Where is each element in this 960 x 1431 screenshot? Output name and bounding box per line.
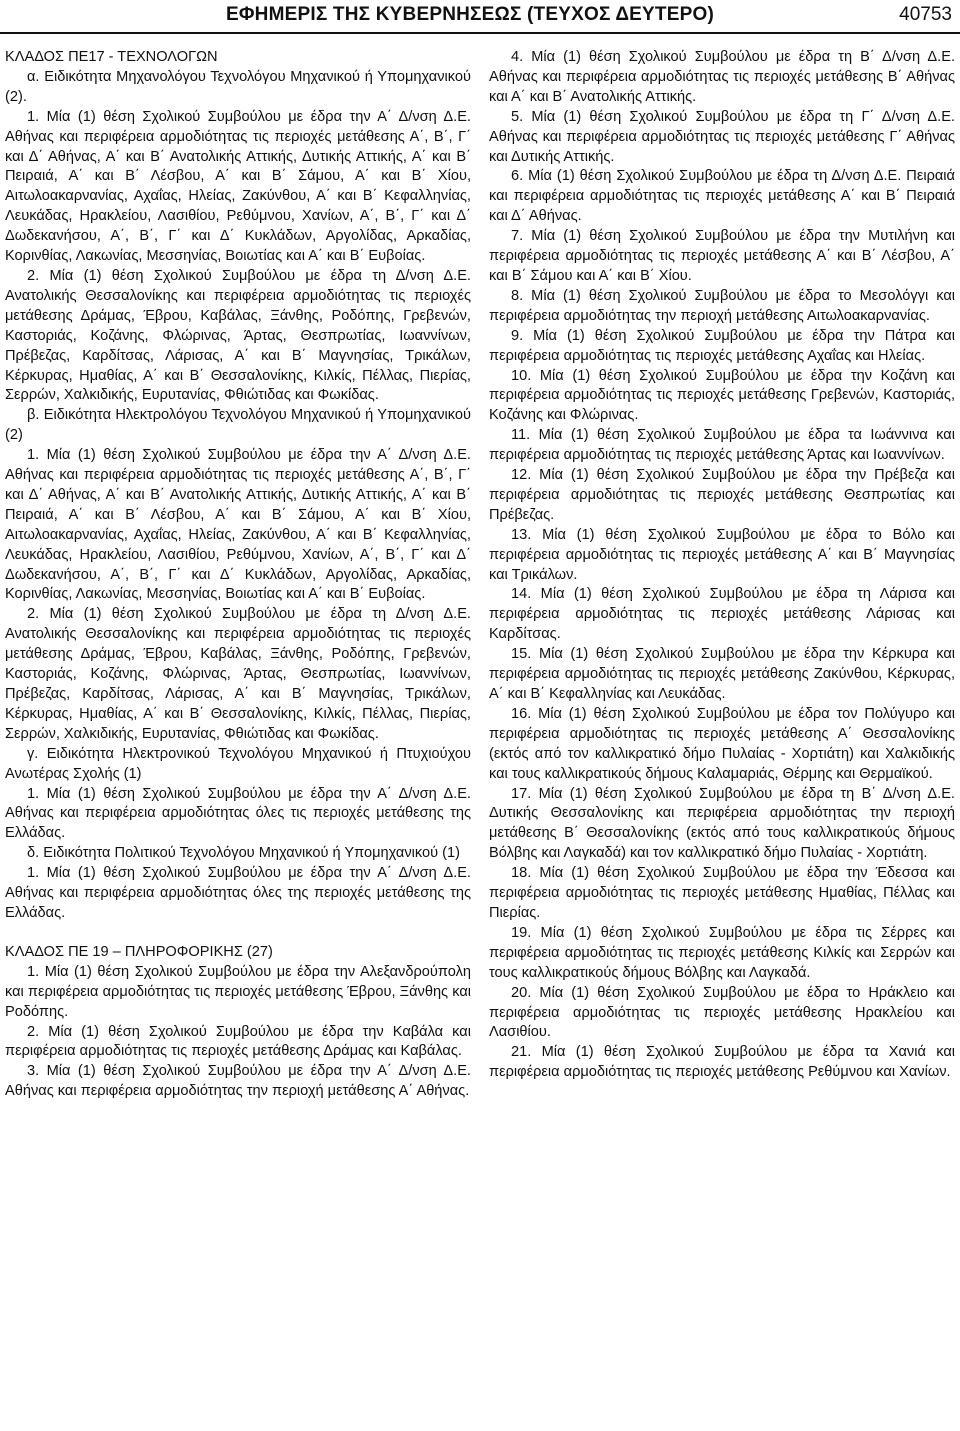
paragraph: 9. Μία (1) θέση Σχολικού Συμβούλου με έδρα την Πάτρα και περιφέρεια αρμοδιότητας τις περιοχές μετάθεσης Αχαΐας και Ηλείας. bbox=[489, 327, 955, 364]
page-header bbox=[0, 0, 960, 36]
page-number: 40753 bbox=[899, 4, 952, 25]
paragraph: 20. Μία (1) θέση Σχολικού Συμβούλου με έδρα το Ηράκλειο και περιφέρεια αρμοδιότητας τις περιοχές μετάθεσης Ηρακλείου και Λασιθίου. bbox=[489, 984, 955, 1041]
paragraph: 11. Μία (1) θέση Σχολικού Συμβούλου με έδρα τα Ιωάννινα και περιφέρεια αρμοδιότητας τις περιοχές μετάθεσης Άρτας και Ιωαννίνων. bbox=[489, 427, 955, 464]
paragraph: 8. Μία (1) θέση Σχολικού Συμβούλου με έδρα το Μεσολόγγι και περιφέρεια αρμοδιότητας την περιοχή μετάθεσης Αιτωλοακαρνανίας. bbox=[489, 287, 955, 324]
section-heading-pe19: ΚΛΑΔΟΣ ΠΕ 19 – ΠΛΗΡΟΦΟΡΙΚΗΣ (27) bbox=[5, 943, 273, 960]
paragraph: 6. Μία (1) θέση Σχολικού Συμβούλου με έδρα τη Δ/νση Δ.Ε. Πειραιά και περιφέρεια αρμοδιότητας τις περιοχές μετάθεσης Α΄ και Β΄ Πειραιά και Δ΄ Αθήνας. bbox=[489, 168, 955, 225]
specialty-c-heading: γ. Ειδικότητα Ηλεκτρονικού Τεχνολόγου Μηχανικού ή Πτυχιούχου Ανωτέρας Σχολής (1) bbox=[5, 745, 471, 782]
specialty-d-heading: δ. Ειδικότητα Πολιτικού Τεχνολόγου Μηχανικού ή Υπομηχανικού (1) bbox=[27, 845, 461, 862]
paragraph: 13. Μία (1) θέση Σχολικού Συμβούλου με έδρα το Βόλο και περιφέρεια αρμοδιότητας τις περιοχές μετάθεσης Α΄ και Β΄ Μαγνησίας και Τρικάλων. bbox=[489, 526, 955, 583]
paragraph: 14. Μία (1) θέση Σχολικού Συμβούλου με έδρα τη Λάρισα και περιφέρεια αρμοδιότητας τις περιοχές μετάθεσης Λάρισας και Καρδίτσας. bbox=[489, 586, 955, 643]
paragraph: 3. Μία (1) θέση Σχολικού Συμβούλου με έδρα την Α΄ Δ/νση Δ.Ε. Αθήνας και περιφέρεια αρμοδιότητας την περιοχή μετάθεσης Α΄ Αθήνας. bbox=[5, 1063, 471, 1100]
specialty-a-heading: α. Ειδικότητα Μηχανολόγου Τεχνολόγου Μηχανικού ή Υπομηχανικού (2). bbox=[5, 68, 471, 105]
paragraph: 1. Μία (1) θέση Σχολικού Συμβούλου με έδρα την Α΄ Δ/νση Δ.Ε. Αθήνας και περιφέρεια αρμοδιότητας τις περιοχές μετάθεσης Α΄, Β΄, Γ΄ και Δ΄ Αθήνας, Α΄ και Β΄ Ανατολικής Αττικής, Δυτικής Αττικής, Α΄ και Β΄ Πειραιά, Α΄ και Β΄ Λέσβου, Α΄ και Β΄ Σάμου, Α΄ και Β΄ Χίου, Αιτωλοακαρνανίας, Αχαΐας, Ηλείας, Ζακύνθου, Α΄ και Β΄ Κεφαλληνίας, Λευκάδας, Ηρακλείου, Λασιθίου, Ρεθύμνου, Χανίων, Α΄, Β΄, Γ΄ και Δ΄ Δωδεκανήσου, Α΄, Β΄, Γ΄ και Δ΄ Κυκλάδων, Αργολίδας, Αρκαδίας, Κορινθίας, Λακωνίας, Μεσσηνίας, Βοιωτίας και Α΄ και Β΄ Ευβοίας. bbox=[5, 447, 471, 603]
paragraph: 15. Μία (1) θέση Σχολικού Συμβούλου με έδρα την Κέρκυρα και περιφέρεια αρμοδιότητας τις περιοχές μετάθεσης Ζακύνθου, Κέρκυρας, Α΄ και Β΄ Κεφαλληνίας και Λευκάδας. bbox=[489, 646, 955, 702]
right-column bbox=[489, 48, 955, 1083]
left-column bbox=[5, 48, 471, 1102]
paragraph: 7. Μία (1) θέση Σχολικού Συμβούλου με έδρα την Μυτιλήνη και περιφέρεια αρμοδιότητας τις περιοχές μετάθεσης Α΄ και Β΄ Λέσβου, Α΄ και Β΄ Σάμου και Α΄ και Β΄ Χίου. bbox=[489, 228, 955, 284]
paragraph: 2. Μία (1) θέση Σχολικού Συμβούλου με έδρα τη Δ/νση Δ.Ε. Ανατολικής Θεσσαλονίκης και περιφέρεια αρμοδιότητας τις περιοχές μετάθεσης Δράμας, Έβρου, Καβάλας, Ξάνθης, Ροδόπης, Γρεβενών, Καστοριάς, Κοζάνης, Φλώρινας, Άρτας, Θεσπρωτίας, Ιωαννίνων, Πρέβεζας, Καρδίτσας, Λάρισας, Α΄ και Β΄ Μαγνησίας, Τρικάλων, Κέρκυρας, Ημαθίας, Α΄ και Β΄ Θεσσαλονίκης, Κιλκίς, Πέλλας, Πιερίας, Σερρών, Χαλκιδικής, Ευρυτανίας, Φθιώτιδας και Φωκίδας. bbox=[5, 606, 471, 742]
paragraph: 1. Μία (1) θέση Σχολικού Συμβούλου με έδρα την Α΄ Δ/νση Δ.Ε. Αθήνας και περιφέρεια αρμοδιότητας όλες της περιοχές μετάθεσης της Ελλάδας. bbox=[5, 865, 471, 921]
paragraph: 19. Μία (1) θέση Σχολικού Συμβούλου με έδρα τις Σέρρες και περιφέρεια αρμοδιότητας τις περιοχές μετάθεσης Κιλκίς και Σερρών και τους καλλικρατικούς δήμους Βόλβης και Λαγκαδά. bbox=[489, 924, 955, 981]
specialty-b-heading: β. Ειδικότητα Ηλεκτρολόγου Τεχνολόγου Μηχανικού ή Υπομηχανικού (2) bbox=[5, 407, 471, 444]
paragraph: 21. Μία (1) θέση Σχολικού Συμβούλου με έδρα τα Χανιά και περιφέρεια αρμοδιότητας τις περιοχές μετάθεσης Ρεθύμνου και Χανίων. bbox=[489, 1044, 955, 1081]
paragraph: 12. Μία (1) θέση Σχολικού Συμβούλου με έδρα την Πρέβεζα και περιφέρεια αρμοδιότητας τις περιοχές μετάθεσης Θεσπρωτίας και Πρέβεζας. bbox=[489, 467, 955, 523]
paragraph: 1. Μία (1) θέση Σχολικού Συμβούλου με έδρα την Αλεξανδρούπολη και περιφέρεια αρμοδιότητας τις περιοχές μετάθεσης Έβρου, Ξάνθης και Ροδόπης. bbox=[5, 963, 471, 1020]
section-heading-pe17: ΚΛΑΔΟΣ ΠΕ17 - ΤΕΧΝΟΛΟΓΩΝ bbox=[5, 49, 218, 65]
paragraph: 1. Μία (1) θέση Σχολικού Συμβούλου με έδρα την Α΄ Δ/νση Δ.Ε. Αθήνας και περιφέρεια αρμοδιότητας όλες τις περιοχές μετάθεσης της Ελλάδας. bbox=[5, 785, 471, 842]
paragraph: 10. Μία (1) θέση Σχολικού Συμβούλου με έδρα την Κοζάνη και περιφέρεια αρμοδιότητας τις περιοχές μετάθεσης Γρεβενών, Καστοριάς, Κοζάνης και Φλώρινας. bbox=[489, 367, 955, 424]
paragraph: 18. Μία (1) θέση Σχολικού Συμβούλου με έδρα την Έδεσσα και περιφέρεια αρμοδιότητας τις περιοχές μετάθεσης Ημαθίας, Πέλλας και Πιερίας. bbox=[489, 865, 955, 921]
paragraph: 1. Μία (1) θέση Σχολικού Συμβούλου με έδρα την Α΄ Δ/νση Δ.Ε. Αθήνας και περιφέρεια αρμοδιότητας τις περιοχές μετάθεσης Α΄, Β΄, Γ΄ και Δ΄ Αθήνας, Α΄ και Β΄ Ανατολικής Αττικής, Δυτικής Αττικής, Α΄ και Β΄ Πειραιά, Α΄ και Β΄ Λέσβου, Α΄ και Β΄ Σάμου, Α΄ και Β΄ Χίου, Αιτωλοακαρνανίας, Αχαΐας, Ηλείας, Ζακύνθου, Α΄ και Β΄ Κεφαλληνίας, Λευκάδας, Ηρακλείου, Λασιθίου, Ρεθύμνου, Χανίων, Α΄, Β΄, Γ΄ και Δ΄ Δωδεκανήσου, Α΄, Β΄, Γ΄ και Δ΄ Κυκλάδων, Αργολίδας, Αρκαδίας, Κορινθίας, Λακωνίας, Μεσσηνίας, Βοιωτίας και Α΄ και Β΄ Ευβοίας. bbox=[5, 108, 471, 265]
header-divider bbox=[0, 32, 960, 34]
paragraph: 2. Μία (1) θέση Σχολικού Συμβούλου με έδρα τη Δ/νση Δ.Ε. Ανατολικής Θεσσαλονίκης και περιφέρεια αρμοδιότητας τις περιοχές μετάθεσης Δράμας, Έβρου, Καβάλας, Ξάνθης, Ροδόπης, Γρεβενών, Καστοριάς, Κοζάνης, Φλώρινας, Άρτας, Θεσπρωτίας, Ιωαννίνων, Πρέβεζας, Καρδίτσας, Λάρισας, Α΄ και Β΄ Μαγνησίας, Τρικάλων, Κέρκυρας, Ημαθίας, Α΄ και Β΄ Θεσσαλονίκης, Κιλκίς, Πέλλας, Πιερίας, Σερρών, Χαλκιδικής, Ευρυτανίας, Φθιώτιδας και Φωκίδας. bbox=[5, 267, 471, 404]
paragraph: 16. Μία (1) θέση Σχολικού Συμβούλου με έδρα τον Πολύγυρο και περιφέρεια αρμοδιότητας τις περιοχές μετάθεσης Α΄ Θεσσαλονίκης (εκτός από τον καλλικρατικό δήμο Πυλαίας - Χορτιάτη) και Χαλκιδικής και τους καλλικρατικούς δήμους Καλαμαριάς, Θέρμης και Θερμαϊκού. bbox=[489, 705, 955, 782]
gazette-title: ΕΦΗΜΕΡΙΣ ΤΗΣ ΚΥΒΕΡΝΗΣΕΩΣ (ΤΕΥΧΟΣ ΔΕΥΤΕΡΟ) bbox=[226, 4, 714, 25]
paragraph: 5. Μία (1) θέση Σχολικού Συμβούλου με έδρα τη Γ΄ Δ/νση Δ.Ε. Αθήνας και περιφέρεια αρμοδιότητας τις περιοχές μετάθεσης Γ΄ Αθήνας και Δυτικής Αττικής. bbox=[489, 108, 955, 165]
paragraph: 2. Μία (1) θέση Σχολικού Συμβούλου με έδρα την Καβάλα και περιφέρεια αρμοδιότητας τις περιοχές μετάθεσης Δράμας και Καβάλας. bbox=[5, 1023, 471, 1060]
paragraph: 4. Μία (1) θέση Σχολικού Συμβούλου με έδρα τη Β΄ Δ/νση Δ.Ε. Αθήνας και περιφέρεια αρμοδιότητας τις περιοχές μετάθεσης Β΄ Αθήνας και Α΄ και Β΄ Ανατολικής Αττικής. bbox=[489, 49, 955, 105]
paragraph: 17. Μία (1) θέση Σχολικού Συμβούλου με έδρα τη Β΄ Δ/νση Δ.Ε. Δυτικής Θεσσαλονίκης και περιφέρεια αρμοδιότητας την περιοχή μετάθεσης Β΄ Θεσσαλονίκης (εκτός από τους καλλικρατικούς δήμους Βόλβης και Λαγκαδά) και τον καλλικρατικό δήμο Πυλαίας - Χορτιάτη. bbox=[489, 785, 955, 862]
